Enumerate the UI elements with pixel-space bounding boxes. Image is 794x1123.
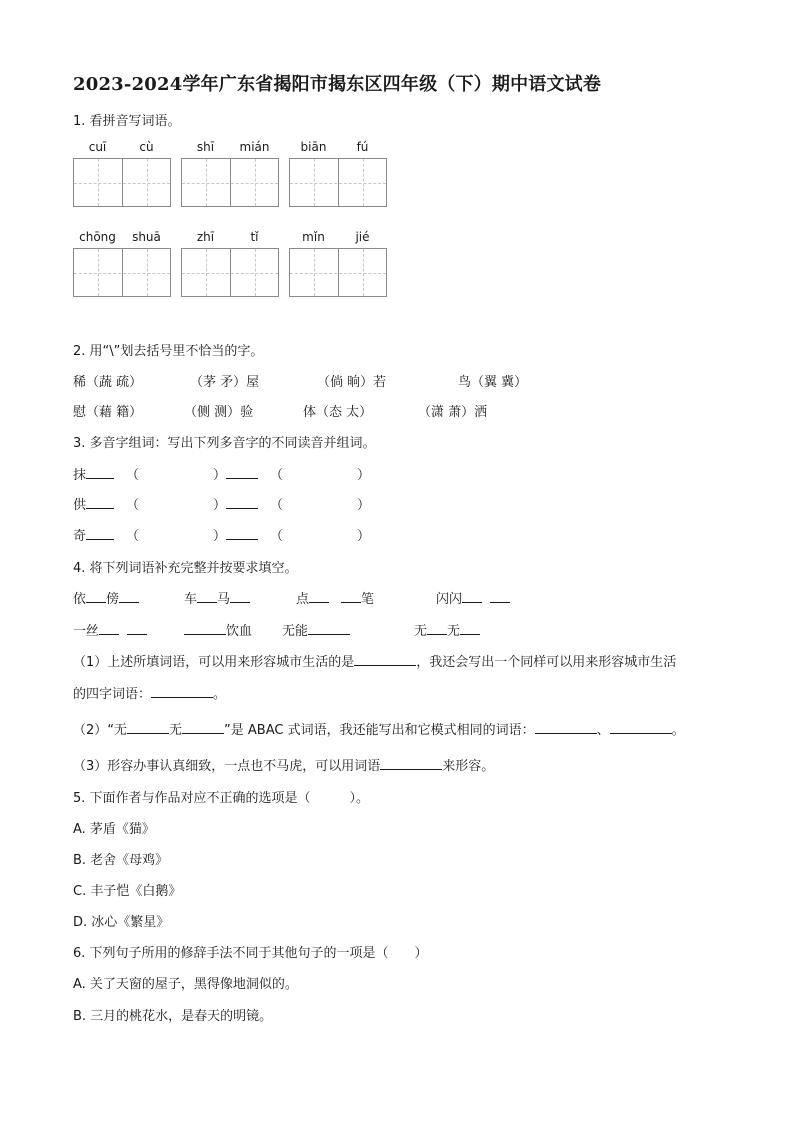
- left-paren: （: [126, 468, 140, 483]
- choice-item: 慰（藉 籍）: [73, 405, 143, 420]
- idiom-item: [73, 588, 139, 607]
- idiom-char: 傍: [106, 592, 120, 607]
- left-paren: （: [270, 468, 284, 483]
- idiom-blank[interactable]: [462, 590, 482, 603]
- choice-item: （倘 晌）若: [317, 375, 387, 390]
- choice-item: 稀（蔬 疏）: [73, 375, 143, 390]
- idiom-blank[interactable]: [119, 590, 139, 603]
- idiom-char: 饮血: [226, 624, 253, 639]
- page-title: 2023-2024学年广东省揭阳市揭东区四年级（下）期中语文试卷: [73, 74, 602, 95]
- idiom-char: 依: [73, 592, 87, 607]
- sub-question-text: （1）上述所填词语，可以用来形容城市生活的是: [73, 655, 355, 670]
- answer-blank[interactable]: [610, 721, 672, 734]
- choice-item: 鸟（翼 冀）: [458, 375, 528, 390]
- idiom-char: 无: [414, 624, 428, 639]
- idiom-item: [414, 620, 480, 639]
- option-a[interactable]: A. 关了天窗的屋子，黑得像地洞似的。: [73, 977, 298, 992]
- answer-blank[interactable]: [535, 721, 597, 734]
- idiom-blank[interactable]: [460, 622, 480, 635]
- idiom-item: [296, 588, 374, 607]
- pinyin-label: chōng: [79, 230, 116, 244]
- sub-question-text: 来形容。: [442, 759, 495, 774]
- sub-question-3: [73, 755, 494, 774]
- choice-item: （侧 测）验: [184, 405, 254, 420]
- option-c[interactable]: C. 丰子恺《白鹅》: [73, 884, 182, 899]
- idiom-char: 笔: [361, 592, 375, 607]
- reading-blank[interactable]: [226, 466, 258, 479]
- pinyin-label: cuī: [88, 140, 107, 154]
- pinyin-label: shuā: [132, 230, 161, 244]
- idiom-blank[interactable]: [309, 590, 329, 603]
- right-paren: ）: [357, 468, 371, 483]
- reading-blank[interactable]: [86, 527, 114, 540]
- right-paren: ）: [213, 468, 227, 483]
- idiom-blank[interactable]: [99, 622, 119, 635]
- idiom-char: 无能: [282, 624, 309, 639]
- pinyin-label: mǐn: [302, 230, 325, 244]
- reading-blank[interactable]: [226, 496, 258, 509]
- sub-question-2: [73, 719, 685, 738]
- sub-question-text: ”是 ABAC 式词语，我还能写出和它模式相同的词语：: [224, 723, 535, 738]
- idiom-item: [73, 620, 147, 639]
- idiom-char: 点: [296, 592, 310, 607]
- sub-question-text: ，我还会写出一个同样可以用来形容城市生活: [416, 655, 677, 670]
- idiom-char: 闪闪: [436, 592, 463, 607]
- writing-box[interactable]: [181, 248, 279, 297]
- left-paren: （: [270, 498, 284, 513]
- pinyin-label: jié: [355, 230, 370, 244]
- sub-question-text: 。: [671, 723, 685, 738]
- right-paren: ）: [213, 529, 227, 544]
- option-b[interactable]: B. 三月的桃花水，是春天的明镜。: [73, 1009, 273, 1024]
- idiom-blank[interactable]: [86, 590, 106, 603]
- question-5-stem: 5. 下面作者与作品对应不正确的选项是（ ）。: [73, 791, 370, 806]
- sub-question-text: 、: [596, 723, 610, 738]
- idiom-item: [184, 588, 250, 607]
- idiom-char: 马: [217, 592, 231, 607]
- left-paren: （: [126, 529, 140, 544]
- idiom-char: 一丝: [73, 624, 100, 639]
- answer-blank[interactable]: [151, 685, 213, 698]
- option-b[interactable]: B. 老舍《母鸡》: [73, 853, 169, 868]
- polyphone-row: [73, 494, 370, 513]
- writing-box[interactable]: [73, 158, 171, 207]
- idiom-blank[interactable]: [230, 590, 250, 603]
- choice-item: （茅 矛）屋: [190, 375, 260, 390]
- reading-blank[interactable]: [86, 496, 114, 509]
- idiom-blank[interactable]: [490, 590, 510, 603]
- idiom-item: [436, 588, 510, 607]
- right-paren: ）: [357, 529, 371, 544]
- idiom-blank[interactable]: [341, 590, 361, 603]
- sub-question-text: 。: [213, 687, 227, 702]
- question-1-stem: 1. 看拼音写词语。: [73, 114, 181, 129]
- answer-blank[interactable]: [380, 757, 442, 770]
- pinyin-label: biān: [300, 140, 327, 154]
- pinyin-label: tǐ: [250, 230, 259, 244]
- writing-box[interactable]: [289, 158, 387, 207]
- writing-box[interactable]: [73, 248, 171, 297]
- polyphone-char: 奇: [73, 529, 87, 544]
- pinyin-label: cù: [139, 140, 154, 154]
- writing-box[interactable]: [289, 248, 387, 297]
- choice-item: （潇 萧）洒: [418, 405, 488, 420]
- polyphone-char: 抹: [73, 468, 87, 483]
- pinyin-label: fú: [356, 140, 369, 154]
- reading-blank[interactable]: [226, 527, 258, 540]
- answer-blank[interactable]: [354, 653, 416, 666]
- question-6-stem: 6. 下列句子所用的修辞手法不同于其他句子的一项是（ ）: [73, 946, 428, 961]
- idiom-blank[interactable]: [127, 622, 147, 635]
- right-paren: ）: [213, 498, 227, 513]
- left-paren: （: [126, 498, 140, 513]
- pinyin-label: zhī: [196, 230, 215, 244]
- idiom-blank[interactable]: [308, 622, 350, 635]
- right-paren: ）: [357, 498, 371, 513]
- reading-blank[interactable]: [86, 466, 114, 479]
- idiom-item: [282, 620, 350, 639]
- sub-question-text: 无: [169, 723, 183, 738]
- polyphone-row: [73, 464, 370, 483]
- answer-blank[interactable]: [182, 721, 224, 734]
- polyphone-char: 供: [73, 498, 87, 513]
- question-3-stem: 3. 多音字组词：写出下列多音字的不同读音并组词。: [73, 436, 376, 451]
- idiom-blank[interactable]: [184, 622, 226, 635]
- answer-blank[interactable]: [127, 721, 169, 734]
- idiom-item: [184, 620, 252, 639]
- choice-item: 体（态 太）: [303, 405, 373, 420]
- writing-box[interactable]: [181, 158, 279, 207]
- question-2-stem: 2. 用“\”划去括号里不恰当的字。: [73, 344, 264, 359]
- option-a[interactable]: A. 茅盾《猫》: [73, 822, 155, 837]
- question-4-stem: 4. 将下列词语补充完整并按要求填空。: [73, 561, 298, 576]
- sub-question-1-cont: [73, 683, 226, 702]
- sub-question-1: [73, 651, 676, 670]
- sub-question-text: （3）形容办事认真细致，一点也不马虎，可以用词语: [73, 759, 381, 774]
- polyphone-row: [73, 525, 370, 544]
- pinyin-label: mián: [239, 140, 270, 154]
- sub-question-text: （2）“无: [73, 723, 128, 738]
- idiom-char: 无: [447, 624, 461, 639]
- pinyin-label: shī: [196, 140, 215, 154]
- option-d[interactable]: D. 冰心《繁星》: [73, 915, 170, 930]
- idiom-char: 车: [184, 592, 198, 607]
- sub-question-text: 的四字词语：: [73, 687, 152, 702]
- idiom-blank[interactable]: [197, 590, 217, 603]
- left-paren: （: [270, 529, 284, 544]
- idiom-blank[interactable]: [427, 622, 447, 635]
